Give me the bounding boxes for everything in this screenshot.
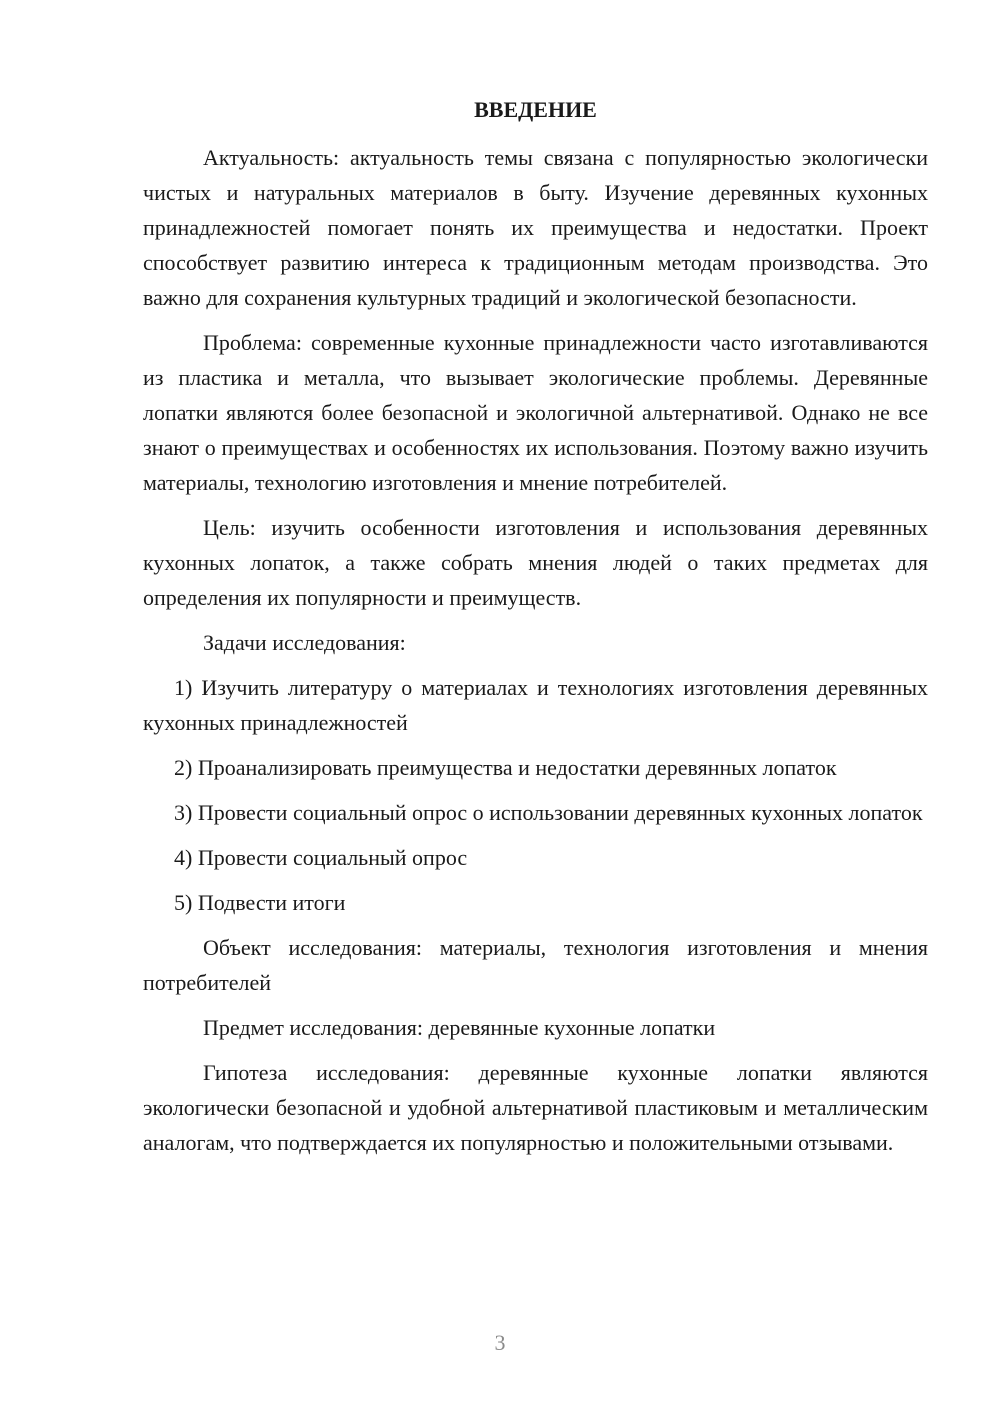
problem-paragraph: Проблема: современные кухонные принадлежности часто изготавливаются из пластика и металла, что вызывает экологические проблемы. Деревянные лопатки являются более безопасной и экологичной альтернативой. Однако не все знают о преимуществах и особенностях их использования. Поэтому важно изучить материалы, технологию изготовления и мнение потребителей. [143,330,928,495]
tasks-heading: Задачи исследования: [203,630,406,655]
task-item: 1) Изучить литературу о материалах и технологиях изготовления деревянных кухонных принадлежностей [143,675,928,735]
task-item: 3) Провести социальный опрос о использовании деревянных кухонных лопаток [174,800,923,825]
subject-paragraph: Предмет исследования: деревянные кухонные лопатки [203,1015,716,1040]
task-item: 5) Подвести итоги [174,890,346,915]
task-item: 2) Проанализировать преимущества и недостатки деревянных лопаток [174,755,837,780]
section-heading: ВВЕДЕНИЕ [474,97,597,122]
page-number: 3 [494,1330,506,1355]
task-item: 4) Провести социальный опрос [174,845,468,870]
hypothesis-paragraph: Гипотеза исследования: деревянные кухонные лопатки являются экологически безопасной и удобной альтернативой пластиковым и металлическим аналогам, что подтверждается их популярностью и положительными отзывами. [143,1060,928,1155]
object-paragraph: Объект исследования: материалы, технология изготовления и мнения потребителей [143,935,928,995]
relevance-paragraph: Актуальность: актуальность темы связана с популярностью экологически чистых и натуральных материалов в быту. Изучение деревянных кухонных принадлежностей помогает понять их преимущества и недостатки. Проект способствует развитию интереса к традиционным методам производства. Это важно для сохранения культурных традиций и экологической безопасности. [143,145,928,310]
goal-paragraph: Цель: изучить особенности изготовления и использования деревянных кухонных лопаток, а также собрать мнения людей о таких предметах для определения их популярности и преимуществ. [143,515,928,610]
document-page [143,90,928,1170]
